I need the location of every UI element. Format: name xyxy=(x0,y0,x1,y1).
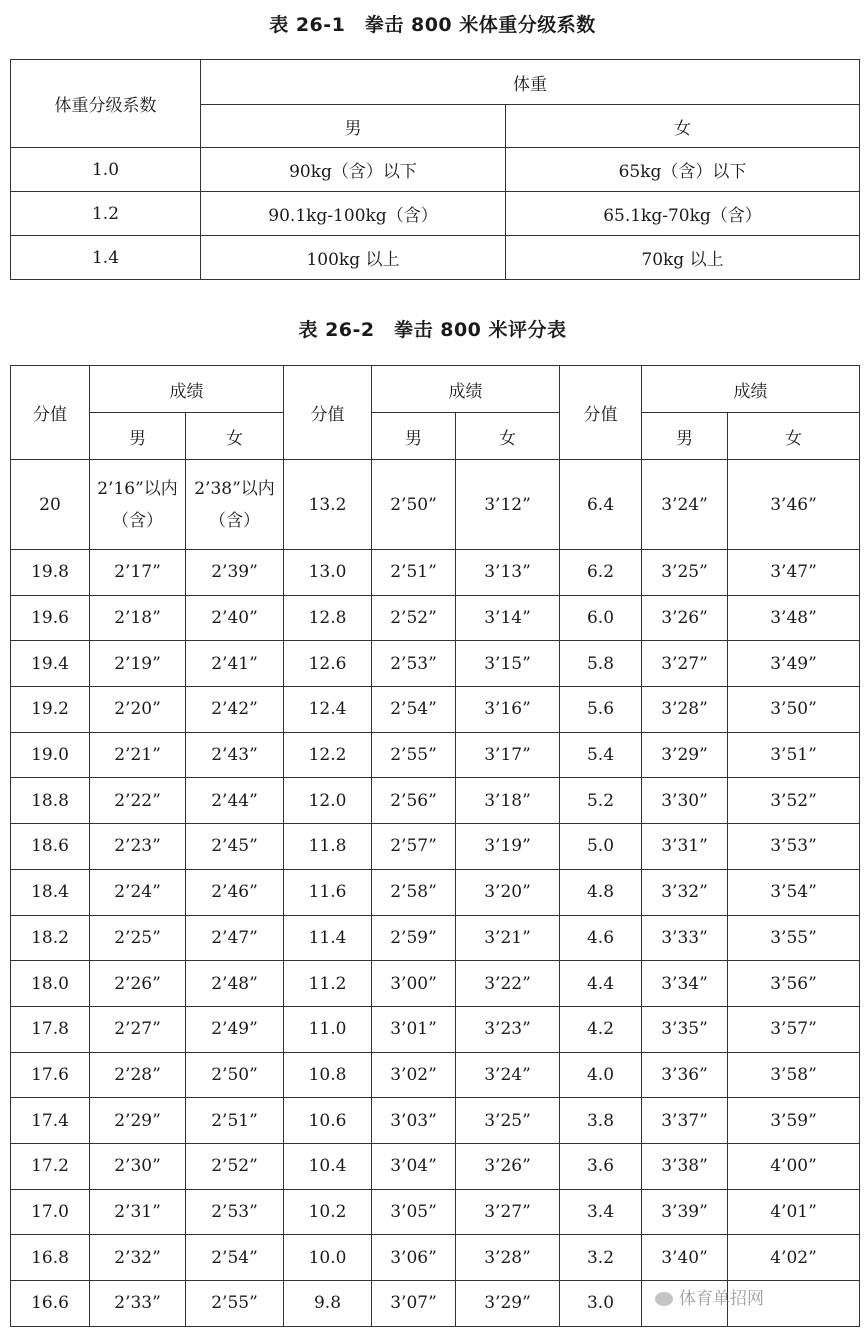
female-time-cell: 3’58” xyxy=(728,1052,860,1098)
female-time-cell: 3’19” xyxy=(456,824,560,870)
female-header: 女 xyxy=(728,413,860,460)
weight-header: 体重 xyxy=(201,60,860,105)
male-time-cell: 3’37” xyxy=(642,1098,728,1144)
male-time-cell: 3’07” xyxy=(372,1281,456,1327)
table-row xyxy=(11,1189,860,1235)
male-time-cell: 2’59” xyxy=(372,915,456,961)
coef-cell: 1.2 xyxy=(11,192,201,236)
male-time-cell: 3’05” xyxy=(372,1189,456,1235)
table-row xyxy=(11,641,860,687)
female-time-cell: 2’45” xyxy=(186,824,284,870)
score-cell: 18.4 xyxy=(11,869,90,915)
score-cell: 16.6 xyxy=(11,1281,90,1327)
table2-title: 表 26-2 拳击 800 米评分表 xyxy=(298,319,567,341)
female-weight-cell: 65.1kg-70kg（含） xyxy=(506,192,860,236)
score-cell: 10.8 xyxy=(284,1052,372,1098)
female-time-cell: 3’23” xyxy=(456,1006,560,1052)
score-cell: 17.4 xyxy=(11,1098,90,1144)
table1-title: 表 26-1 拳击 800 米体重分级系数 xyxy=(269,14,596,36)
score-cell: 10.0 xyxy=(284,1235,372,1281)
female-time-cell: 3’56” xyxy=(728,961,860,1007)
male-time-cell: 2’21” xyxy=(90,732,186,778)
score-cell: 3.2 xyxy=(560,1235,642,1281)
score-cell: 12.6 xyxy=(284,641,372,687)
female-time-cell: 3’20” xyxy=(456,869,560,915)
score-cell: 3.4 xyxy=(560,1189,642,1235)
score-cell: 6.2 xyxy=(560,550,642,596)
female-time-cell: 3’28” xyxy=(456,1235,560,1281)
female-time-cell: 3’57” xyxy=(728,1006,860,1052)
coef-cell: 1.4 xyxy=(11,236,201,280)
male-header: 男 xyxy=(90,413,186,460)
male-time-cell: 3’06” xyxy=(372,1235,456,1281)
female-time-cell: 4’01” xyxy=(728,1189,860,1235)
male-time-cell: 2’32” xyxy=(90,1235,186,1281)
male-time-cell: 2’25” xyxy=(90,915,186,961)
score-cell: 18.8 xyxy=(11,778,90,824)
female-time-cell: 2’54” xyxy=(186,1235,284,1281)
female-time-cell: 3’21” xyxy=(456,915,560,961)
male-time-cell: 3’35” xyxy=(642,1006,728,1052)
male-time-cell: 3’00” xyxy=(372,961,456,1007)
male-header: 男 xyxy=(642,413,728,460)
score-header: 分值 xyxy=(11,366,90,460)
scoring-table xyxy=(10,365,860,1327)
female-time-cell: 3’16” xyxy=(456,687,560,733)
female-time-cell: 3’51” xyxy=(728,732,860,778)
score-cell: 11.6 xyxy=(284,869,372,915)
female-time-cell: 3’12” xyxy=(456,460,560,550)
female-weight-cell: 70kg 以上 xyxy=(506,236,860,280)
male-time-cell: 2’57” xyxy=(372,824,456,870)
male-time-cell: 2’55” xyxy=(372,732,456,778)
female-time-cell: 2’38”以内（含） xyxy=(186,460,284,550)
male-time-cell: 2’24” xyxy=(90,869,186,915)
male-time-cell: 2’23” xyxy=(90,824,186,870)
female-time-cell: 2’48” xyxy=(186,961,284,1007)
score-cell: 11.4 xyxy=(284,915,372,961)
male-time-cell: 2’20” xyxy=(90,687,186,733)
table-row xyxy=(11,236,860,280)
female-weight-cell: 65kg（含）以下 xyxy=(506,148,860,192)
male-time-cell: 2’19” xyxy=(90,641,186,687)
male-time-cell: 2’52” xyxy=(372,595,456,641)
score-cell: 12.2 xyxy=(284,732,372,778)
female-time-cell: 2’39” xyxy=(186,550,284,596)
female-time-cell: 3’18” xyxy=(456,778,560,824)
score-cell: 13.2 xyxy=(284,460,372,550)
table-row xyxy=(11,550,860,596)
female-time-cell: 3’14” xyxy=(456,595,560,641)
wechat-icon xyxy=(655,1292,673,1306)
male-time-cell: 2’18” xyxy=(90,595,186,641)
male-time-cell: 3’32” xyxy=(642,869,728,915)
female-header: 女 xyxy=(506,105,860,148)
score-cell: 18.2 xyxy=(11,915,90,961)
female-header: 女 xyxy=(456,413,560,460)
score-cell: 17.8 xyxy=(11,1006,90,1052)
male-time-cell: 2’26” xyxy=(90,961,186,1007)
female-time-cell: 2’52” xyxy=(186,1143,284,1189)
female-time-cell: 3’24” xyxy=(456,1052,560,1098)
weight-coefficient-table xyxy=(10,59,860,280)
male-time-cell: 2’17” xyxy=(90,550,186,596)
female-time-cell: 2’51” xyxy=(186,1098,284,1144)
score-cell: 11.0 xyxy=(284,1006,372,1052)
female-time-cell: 3’48” xyxy=(728,595,860,641)
male-time-cell: 2’33” xyxy=(90,1281,186,1327)
male-time-cell: 2’30” xyxy=(90,1143,186,1189)
female-time-cell: 2’50” xyxy=(186,1052,284,1098)
result-header: 成绩 xyxy=(642,366,860,413)
table-row xyxy=(11,460,860,550)
table-row xyxy=(11,687,860,733)
female-time-cell: 3’49” xyxy=(728,641,860,687)
score-cell: 3.8 xyxy=(560,1098,642,1144)
female-time-cell: 4’02” xyxy=(728,1235,860,1281)
female-time-cell: 3’22” xyxy=(456,961,560,1007)
female-time-cell: 3’15” xyxy=(456,641,560,687)
score-cell: 6.0 xyxy=(560,595,642,641)
male-time-cell: 3’36” xyxy=(642,1052,728,1098)
table-row xyxy=(11,1052,860,1098)
table-row xyxy=(11,192,860,236)
score-cell: 19.0 xyxy=(11,732,90,778)
score-cell: 18.6 xyxy=(11,824,90,870)
score-cell: 4.6 xyxy=(560,915,642,961)
table-row xyxy=(11,148,860,192)
score-cell: 6.4 xyxy=(560,460,642,550)
male-time-cell: 2’28” xyxy=(90,1052,186,1098)
female-time-cell: 3’29” xyxy=(456,1281,560,1327)
score-cell: 17.2 xyxy=(11,1143,90,1189)
score-cell: 19.4 xyxy=(11,641,90,687)
male-time-cell: 3’24” xyxy=(642,460,728,550)
score-cell: 11.8 xyxy=(284,824,372,870)
table-row xyxy=(11,778,860,824)
table-row xyxy=(11,1235,860,1281)
female-time-cell: 2’42” xyxy=(186,687,284,733)
female-time-cell: 2’41” xyxy=(186,641,284,687)
table-row xyxy=(11,824,860,870)
female-header: 女 xyxy=(186,413,284,460)
score-header: 分值 xyxy=(560,366,642,460)
score-cell: 5.6 xyxy=(560,687,642,733)
table-row xyxy=(11,595,860,641)
score-cell: 3.6 xyxy=(560,1143,642,1189)
result-header: 成绩 xyxy=(372,366,560,413)
male-time-cell: 2’16”以内（含） xyxy=(90,460,186,550)
male-time-cell: 3’40” xyxy=(642,1235,728,1281)
female-time-cell: 2’53” xyxy=(186,1189,284,1235)
score-cell: 4.8 xyxy=(560,869,642,915)
male-time-cell: 2’27” xyxy=(90,1006,186,1052)
female-time-cell: 3’13” xyxy=(456,550,560,596)
female-time-cell: 2’40” xyxy=(186,595,284,641)
score-cell: 19.6 xyxy=(11,595,90,641)
table-row xyxy=(11,1143,860,1189)
male-time-cell: 2’53” xyxy=(372,641,456,687)
score-cell: 16.8 xyxy=(11,1235,90,1281)
male-time-cell: 3’03” xyxy=(372,1098,456,1144)
score-cell: 4.0 xyxy=(560,1052,642,1098)
score-cell: 3.0 xyxy=(560,1281,642,1327)
male-time-cell: 3’27” xyxy=(642,641,728,687)
score-cell: 5.0 xyxy=(560,824,642,870)
table-row xyxy=(11,732,860,778)
score-cell: 10.2 xyxy=(284,1189,372,1235)
table-row xyxy=(11,1098,860,1144)
female-time-cell: 3’53” xyxy=(728,824,860,870)
female-time-cell: 2’44” xyxy=(186,778,284,824)
score-cell: 5.8 xyxy=(560,641,642,687)
table-row xyxy=(11,915,860,961)
watermark-text: 体育单招网 xyxy=(679,1289,764,1309)
male-time-cell: 2’29” xyxy=(90,1098,186,1144)
result-header: 成绩 xyxy=(90,366,284,413)
female-time-cell: 3’47” xyxy=(728,550,860,596)
score-cell: 17.0 xyxy=(11,1189,90,1235)
female-time-cell: 3’59” xyxy=(728,1098,860,1144)
male-weight-cell: 90.1kg-100kg（含） xyxy=(201,192,506,236)
score-cell: 20 xyxy=(11,460,90,550)
male-time-cell: 2’58” xyxy=(372,869,456,915)
female-time-cell: 3’50” xyxy=(728,687,860,733)
male-weight-cell: 90kg（含）以下 xyxy=(201,148,506,192)
female-time-cell: 3’55” xyxy=(728,915,860,961)
score-cell: 12.8 xyxy=(284,595,372,641)
male-time-cell: 3’26” xyxy=(642,595,728,641)
male-header: 男 xyxy=(372,413,456,460)
female-time-cell: 3’17” xyxy=(456,732,560,778)
score-cell: 10.6 xyxy=(284,1098,372,1144)
female-time-cell: 2’55” xyxy=(186,1281,284,1327)
score-cell: 18.0 xyxy=(11,961,90,1007)
score-cell: 5.4 xyxy=(560,732,642,778)
table-row xyxy=(11,1006,860,1052)
table-row xyxy=(11,961,860,1007)
male-time-cell: 2’54” xyxy=(372,687,456,733)
score-cell: 12.4 xyxy=(284,687,372,733)
female-time-cell: 2’43” xyxy=(186,732,284,778)
male-time-cell: 2’51” xyxy=(372,550,456,596)
male-time-cell: 2’56” xyxy=(372,778,456,824)
table-row xyxy=(11,869,860,915)
female-time-cell: 4’00” xyxy=(728,1143,860,1189)
female-time-cell: 2’49” xyxy=(186,1006,284,1052)
score-cell: 17.6 xyxy=(11,1052,90,1098)
watermark xyxy=(655,1284,764,1309)
score-cell: 11.2 xyxy=(284,961,372,1007)
male-time-cell: 3’01” xyxy=(372,1006,456,1052)
male-time-cell: 3’39” xyxy=(642,1189,728,1235)
male-time-cell: 3’25” xyxy=(642,550,728,596)
score-cell: 19.2 xyxy=(11,687,90,733)
score-cell: 12.0 xyxy=(284,778,372,824)
male-time-cell: 3’31” xyxy=(642,824,728,870)
male-time-cell: 2’50” xyxy=(372,460,456,550)
male-time-cell: 3’34” xyxy=(642,961,728,1007)
coefficient-header: 体重分级系数 xyxy=(11,60,201,148)
male-time-cell: 2’22” xyxy=(90,778,186,824)
score-cell: 5.2 xyxy=(560,778,642,824)
male-time-cell: 3’04” xyxy=(372,1143,456,1189)
score-cell: 13.0 xyxy=(284,550,372,596)
male-time-cell: 3’29” xyxy=(642,732,728,778)
male-time-cell: 3’33” xyxy=(642,915,728,961)
score-cell: 4.2 xyxy=(560,1006,642,1052)
coef-cell: 1.0 xyxy=(11,148,201,192)
male-header: 男 xyxy=(201,105,506,148)
female-time-cell: 3’54” xyxy=(728,869,860,915)
female-time-cell: 3’27” xyxy=(456,1189,560,1235)
male-weight-cell: 100kg 以上 xyxy=(201,236,506,280)
score-cell: 19.8 xyxy=(11,550,90,596)
male-time-cell: 2’31” xyxy=(90,1189,186,1235)
male-time-cell: 3’30” xyxy=(642,778,728,824)
score-cell: 9.8 xyxy=(284,1281,372,1327)
male-time-cell: 3’28” xyxy=(642,687,728,733)
female-time-cell: 3’26” xyxy=(456,1143,560,1189)
male-time-cell: 3’02” xyxy=(372,1052,456,1098)
score-cell: 10.4 xyxy=(284,1143,372,1189)
female-time-cell: 2’47” xyxy=(186,915,284,961)
score-header: 分值 xyxy=(284,366,372,460)
male-time-cell: 3’38” xyxy=(642,1143,728,1189)
female-time-cell: 3’46” xyxy=(728,460,860,550)
female-time-cell: 3’25” xyxy=(456,1098,560,1144)
female-time-cell: 3’52” xyxy=(728,778,860,824)
score-cell: 4.4 xyxy=(560,961,642,1007)
female-time-cell: 2’46” xyxy=(186,869,284,915)
